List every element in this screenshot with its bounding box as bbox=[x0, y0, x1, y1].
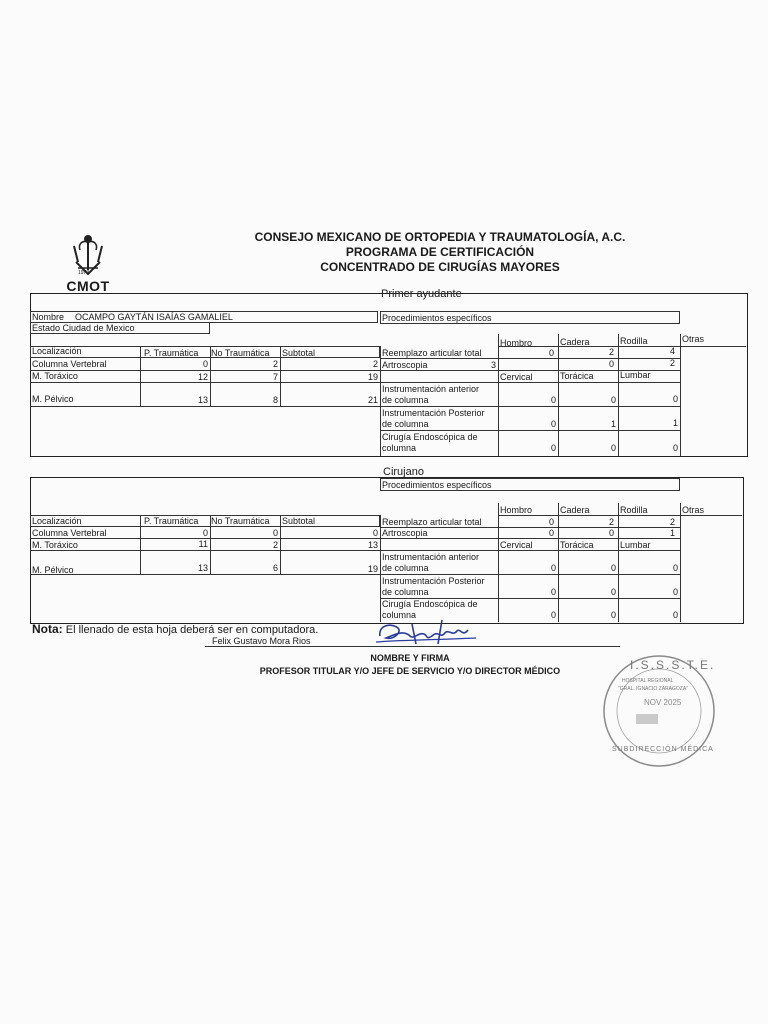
cirujano-endoscopica-value: 0 bbox=[550, 610, 556, 620]
section-title-primer: Primer ayudante bbox=[381, 288, 462, 300]
primer-col-notraumatica: No Traumática bbox=[211, 348, 270, 358]
primer-row-value: 8 bbox=[272, 395, 278, 405]
nombre-firma-label: NOMBRE Y FIRMA bbox=[370, 653, 450, 663]
cirujano-row-label: M. Pélvico bbox=[32, 565, 74, 575]
cirujano-inst-posterior-label: de columna bbox=[382, 587, 429, 597]
cirujano-col-ptraumatica: P. Traumática bbox=[144, 516, 199, 526]
primer-inst-anterior-label: de columna bbox=[382, 395, 429, 405]
primer-left-header-box bbox=[30, 346, 380, 358]
cirujano-artroscopia-label: Artroscopia bbox=[382, 528, 428, 538]
cargo-label: PROFESOR TITULAR Y/O JEFE DE SERVICIO Y/O DIRECTOR MÉDICO bbox=[259, 666, 561, 676]
cirujano-inst-posterior-value: 0 bbox=[672, 587, 678, 597]
primer-col-localizacion: Localización bbox=[32, 346, 82, 356]
primer-inst-anterior-label: Instrumentación anterior bbox=[382, 384, 480, 394]
cirujano-row-value: 6 bbox=[272, 563, 278, 573]
primer-endoscopica-value: 0 bbox=[672, 443, 678, 453]
primer-hdr-hombro: Hombro bbox=[500, 338, 533, 348]
primer-nombre-value: OCAMPO GAYTÁN ISAÍAS GAMALIEL bbox=[75, 312, 233, 322]
primer-reemplazo-label: Reemplazo articular total bbox=[382, 348, 482, 358]
cirujano-hdr-cadera: Cadera bbox=[560, 505, 590, 515]
nota bbox=[32, 622, 318, 636]
cirujano-row-value: 0 bbox=[202, 528, 208, 538]
cirujano-artroscopia-rodilla: 1 bbox=[669, 528, 675, 538]
stamp-bottom: SUBDIRECCIÓN MÉDICA bbox=[612, 746, 714, 753]
primer-row-value: 2 bbox=[372, 359, 378, 369]
primer-endoscopica-label: columna bbox=[382, 443, 417, 453]
handwritten-signature bbox=[372, 616, 482, 650]
primer-reemplazo-cadera: 2 bbox=[608, 347, 614, 357]
primer-row-value: 21 bbox=[367, 395, 378, 405]
cirujano-endoscopica-value: 0 bbox=[610, 610, 616, 620]
cirujano-hdr-cervical: Cervical bbox=[500, 540, 533, 550]
cirujano-row-value: 2 bbox=[272, 540, 278, 550]
section-title-cirujano: Cirujano bbox=[383, 466, 424, 478]
primer-reemplazo-hombro: 0 bbox=[548, 348, 554, 358]
primer-col-subtotal: Subtotal bbox=[282, 348, 316, 358]
cirujano-hdr-lumbar: Lumbar bbox=[620, 540, 651, 550]
primer-inst-posterior-label: de columna bbox=[382, 419, 429, 429]
primer-hdr-otras: Otras bbox=[682, 334, 705, 344]
cirujano-row-label: Columna Vertebral bbox=[32, 528, 107, 538]
primer-hdr-cadera: Cadera bbox=[560, 337, 590, 347]
primer-hdr-lumbar: Lumbar bbox=[620, 370, 651, 380]
cirujano-inst-posterior-value: 0 bbox=[550, 587, 556, 597]
cirujano-endoscopica-label: columna bbox=[382, 610, 417, 620]
stamp-top: I.S.S.S.T.E. bbox=[630, 658, 716, 672]
primer-inst-anterior-value: 0 bbox=[672, 394, 678, 404]
cirujano-hdr-toracica: Torácica bbox=[560, 540, 594, 550]
cirujano-inst-anterior-value: 0 bbox=[610, 563, 616, 573]
stamp-line-1: HOSPITAL REGIONAL bbox=[622, 678, 674, 684]
logo-year: 1973 bbox=[78, 270, 90, 276]
cirujano-reemplazo-label: Reemplazo articular total bbox=[382, 517, 482, 527]
cirujano-inst-posterior-label: Instrumentación Posterior bbox=[382, 576, 485, 586]
cirujano-row-value: 0 bbox=[272, 528, 278, 538]
primer-row-value: 13 bbox=[197, 395, 208, 405]
primer-row-label: M. Toráxico bbox=[32, 371, 78, 381]
official-stamp bbox=[600, 652, 718, 770]
signature-line bbox=[205, 646, 620, 647]
cirujano-col-notraumatica: No Traumática bbox=[211, 516, 270, 526]
cirujano-artroscopia-hombro: 0 bbox=[548, 528, 554, 538]
primer-artroscopia-label: Artroscopia bbox=[382, 360, 428, 370]
primer-artroscopia-cadera: 0 bbox=[608, 359, 614, 369]
cirujano-reemplazo-rodilla: 2 bbox=[669, 517, 675, 527]
signer-name: Felix Gustavo Mora Rios bbox=[212, 636, 311, 646]
cirujano-hdr-hombro: Hombro bbox=[500, 505, 533, 515]
cirujano-hdr-rodilla: Rodilla bbox=[620, 505, 648, 515]
cirujano-inst-posterior-value: 0 bbox=[610, 587, 616, 597]
primer-hdr-toracica: Torácica bbox=[560, 371, 594, 381]
cirujano-left-header-box bbox=[30, 515, 380, 527]
cirujano-row-label: M. Toráxico bbox=[32, 540, 78, 550]
primer-proc-label: Procedimientos específicos bbox=[382, 313, 492, 323]
primer-reemplazo-rodilla: 4 bbox=[669, 346, 675, 356]
cirujano-row-value: 11 bbox=[198, 539, 208, 549]
cirujano-reemplazo-hombro: 0 bbox=[548, 517, 554, 527]
primer-artroscopia-rodilla: 2 bbox=[669, 358, 675, 368]
cirujano-artroscopia-cadera: 0 bbox=[608, 528, 614, 538]
nota-label: Nota: bbox=[32, 622, 63, 636]
primer-hdr-rodilla: Rodilla bbox=[620, 336, 648, 346]
primer-row-value: 19 bbox=[367, 372, 378, 382]
primer-endoscopica-value: 0 bbox=[550, 443, 556, 453]
cirujano-inst-anterior-value: 0 bbox=[550, 563, 556, 573]
primer-inst-anterior-value: 0 bbox=[550, 395, 556, 405]
cirujano-row-value: 0 bbox=[372, 528, 378, 538]
heading-line-3: CONCENTRADO DE CIRUGÍAS MAYORES bbox=[320, 260, 560, 274]
cirujano-row-value: 19 bbox=[367, 564, 378, 574]
primer-hdr-cervical: Cervical bbox=[500, 372, 533, 382]
primer-inst-posterior-value: 1 bbox=[610, 419, 616, 429]
primer-row-value: 2 bbox=[272, 359, 278, 369]
cirujano-inst-anterior-label: Instrumentación anterior bbox=[382, 552, 480, 562]
primer-inst-posterior-value: 0 bbox=[550, 419, 556, 429]
stamp-line-2: "GRAL. IGNACIO ZARAGOZA" bbox=[618, 686, 688, 692]
cirujano-reemplazo-cadera: 2 bbox=[608, 517, 614, 527]
primer-col-ptraumatica: P. Traumática bbox=[144, 348, 199, 358]
primer-inst-posterior-label: Instrumentación Posterior bbox=[382, 408, 485, 418]
heading-line-1: CONSEJO MEXICANO DE ORTOPEDIA Y TRAUMATOLOGÍA, A.C. bbox=[254, 230, 626, 244]
cirujano-endoscopica-value: 0 bbox=[672, 610, 678, 620]
cirujano-row-value: 13 bbox=[197, 563, 208, 573]
primer-endoscopica-label: Cirugía Endoscópica de bbox=[382, 432, 478, 442]
cirujano-proc-label: Procedimientos específicos bbox=[382, 480, 492, 490]
primer-endoscopica-value: 0 bbox=[610, 443, 616, 453]
cmot-logo bbox=[58, 232, 118, 296]
cirujano-hdr-otras: Otras bbox=[682, 505, 705, 515]
cirujano-inst-anterior-value: 0 bbox=[672, 563, 678, 573]
primer-row-label: Columna Vertebral bbox=[32, 359, 107, 369]
primer-estado: Estado Ciudad de Mexico bbox=[32, 323, 135, 333]
cirujano-endoscopica-label: Cirugía Endoscópica de bbox=[382, 599, 478, 609]
logo-text: CMOT bbox=[66, 278, 110, 294]
nota-text: El llenado de esta hoja deberá ser en computadora. bbox=[65, 624, 319, 636]
primer-nombre-label: Nombre bbox=[32, 312, 65, 322]
cirujano-row-value: 13 bbox=[367, 540, 378, 550]
heading-line-2: PROGRAMA DE CERTIFICACIÓN bbox=[345, 245, 535, 259]
primer-row-value: 12 bbox=[197, 372, 208, 382]
primer-inst-anterior-value: 0 bbox=[610, 395, 616, 405]
primer-inst-posterior-value: 1 bbox=[672, 418, 678, 428]
cirujano-inst-anterior-label: de columna bbox=[382, 563, 429, 573]
cirujano-col-localizacion: Localización bbox=[32, 516, 82, 526]
cirujano-col-subtotal: Subtotal bbox=[282, 516, 316, 526]
document-heading bbox=[230, 230, 650, 275]
primer-row-value: 7 bbox=[272, 372, 278, 382]
signature-title bbox=[200, 652, 620, 678]
stamp-date: NOV 2025 bbox=[644, 698, 682, 707]
primer-row-value: 0 bbox=[202, 359, 208, 369]
primer-row-label: M. Pélvico bbox=[32, 394, 74, 404]
primer-artroscopia-hombro: 3 bbox=[490, 360, 496, 370]
